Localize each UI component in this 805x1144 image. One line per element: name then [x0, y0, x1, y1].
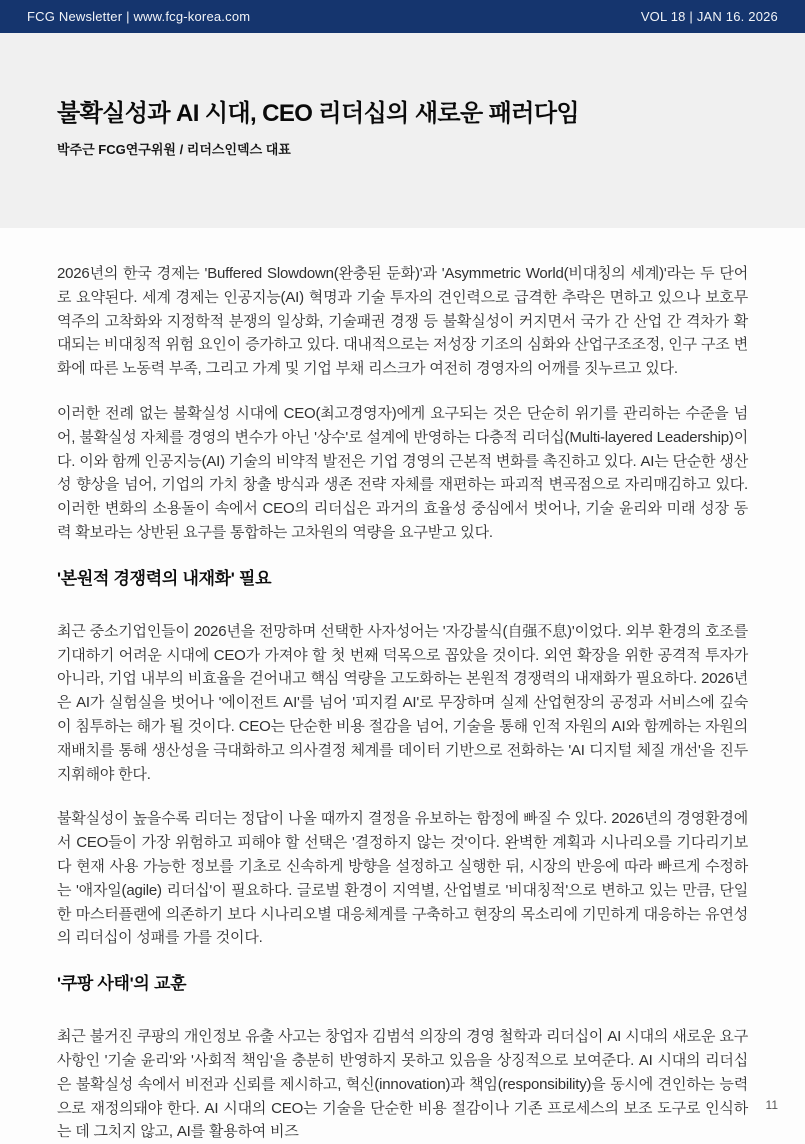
article-title: 불확실성과 AI 시대, CEO 리더십의 새로운 패러다임 — [57, 100, 579, 127]
body-paragraph: 이러한 전례 없는 불확실성 시대에 CEO(최고경영자)에게 요구되는 것은 단순히 위기를 관리하는 수준을 넘어, 불확실성 자체를 경영의 변수가 아닌 '상수'로 설계에 반영하는 다층적 리더십(Multi-layered Leadership)이다. 이와 함께 인공지능(AI) 기술의 비약적 발전은 기업 경영의 근본적 변화를 촉진하고 있다. AI는 단순한 생산성 향상을 넘어, 기업의 가치 창출 방식과 생존 전략 자체를 재편하는 파괴적 변곡점으로 자리매김하고 있다. 이러한 변화의 소용돌이 속에서 CEO의 리더십은 과거의 효율성 중심에서 벗어나, 기술 윤리와 미래 성장 동력 확보라는 상반된 요구를 통합하는 고차원의 역량을 요구받고 있다. — [57, 404, 748, 541]
page-footer — [766, 1098, 778, 1112]
section-heading-core-competitiveness: '본원적 경쟁력의 내재화' 필요 — [57, 568, 272, 588]
topbar-issue-info: VOL 18 | JAN 16. 2026 — [640, 9, 778, 24]
page-number: 11 — [765, 1098, 778, 1112]
section-heading-coupang-lesson: '쿠팡 사태'의 교훈 — [57, 974, 187, 994]
body-paragraph: 2026년의 한국 경제는 'Buffered Slowdown(완충된 둔화)'과 'Asymmetric World(비대칭의 세계)'라는 두 단어로 요약된다. 세계 경제는 인공지능(AI) 혁명과 기술 투자의 견인력으로 급격한 추락은 면하고 있으나 보호무역주의 고착화와 지정학적 분쟁의 일상화, 기술패권 경쟁 등 불확실성이 커지면서 국가 간 산업 간 격차가 확대되는 비대칭적 위험 요인이 증가하고 있다. 대내적으로는 저성장 기조의 심화와 산업구조조정, 인구 구조 변화에 따른 노동력 부족, 그리고 가계 및 기업 부채 리스크가 여전히 경영자의 어깨를 짓누르고 있다. — [57, 265, 748, 378]
body-paragraph: 최근 중소기업인들이 2026년을 전망하며 선택한 사자성어는 '자강불식(自强不息)'이었다. 외부 환경의 호조를 기대하기 어려운 시대에 CEO가 가져야 할 첫 번째 덕목으로 꼽았을 것이다. 외연 확장을 위한 공격적 투자가 아니라, 기업 내부의 비효율을 걷어내고 핵심 역량을 고도화하는 본원적 경쟁력의 내재화가 필요하다. 2026년은 AI가 실험실을 벗어나 '에이전트 AI'를 넘어 '피지컬 AI'로 무장하며 실제 산업현장의 공정과 서비스에 깊숙이 침투하는 해가 될 것이다. CEO는 단순한 비용 절감을 넘어, 기술을 통해 인적 자원의 AI와 함께하는 자원의 재배치를 통해 생산성을 극대화하고 의사결정 체계를 데이터 기반으로 전화하는 'AI 디지털 체질 개선'을 진두지휘해야 한다. — [57, 622, 748, 783]
topbar-brand: FCG Newsletter | www.fcg-korea.com — [27, 9, 251, 24]
article-header — [0, 33, 805, 228]
body-paragraph: 불확실성이 높을수록 리더는 정답이 나올 때까지 결정을 유보하는 함정에 빠질 수 있다. 2026년의 경영환경에서 CEO들이 가장 위험하고 피해야 할 선택은 '결정하지 않는 것'이다. 완벽한 계획과 시나리오를 기다리기보다 현재 사용 가능한 정보를 기초로 신속하게 방향을 설정하고 실행한 뒤, 시장의 반응에 따라 빠르게 수정하는 '애자일(agile) 리더십'이 필요하다. 글로벌 환경이 지역별, 산업별로 '비대칭적'으로 변하고 있는 만큼, 단일한 마스터플랜에 의존하기 보다 시나리오별 대응체계를 구축하고 현장의 목소리에 기민하게 대응하는 유연성의 리더십이 성패를 가를 것이다. — [57, 810, 748, 947]
body-paragraph: 최근 불거진 쿠팡의 개인정보 유출 사고는 창업자 김범석 의장의 경영 철학과 리더십이 AI 시대의 새로운 요구 사항인 '기술 윤리'와 '사회적 책임'을 충분히 반영하지 못하고 있음을 상징적으로 보여준다. AI 시대의 리더십은 불확실성 속에서 비전과 신뢰를 제시하고, 혁신(innovation)과 책임(responsibility)을 동시에 견인하는 능력으로 재정의돼야 한다. AI 시대의 CEO는 기술을 단순한 비용 절감이나 기존 프로세스의 보조 도구로 인식하는 데 그치지 않고, AI를 활용하여 비즈 — [57, 1028, 748, 1141]
article-body — [0, 228, 805, 1144]
newsletter-topbar — [0, 0, 805, 33]
article-author: 박주근 FCG연구위원 / 리더스인덱스 대표 — [57, 142, 291, 157]
